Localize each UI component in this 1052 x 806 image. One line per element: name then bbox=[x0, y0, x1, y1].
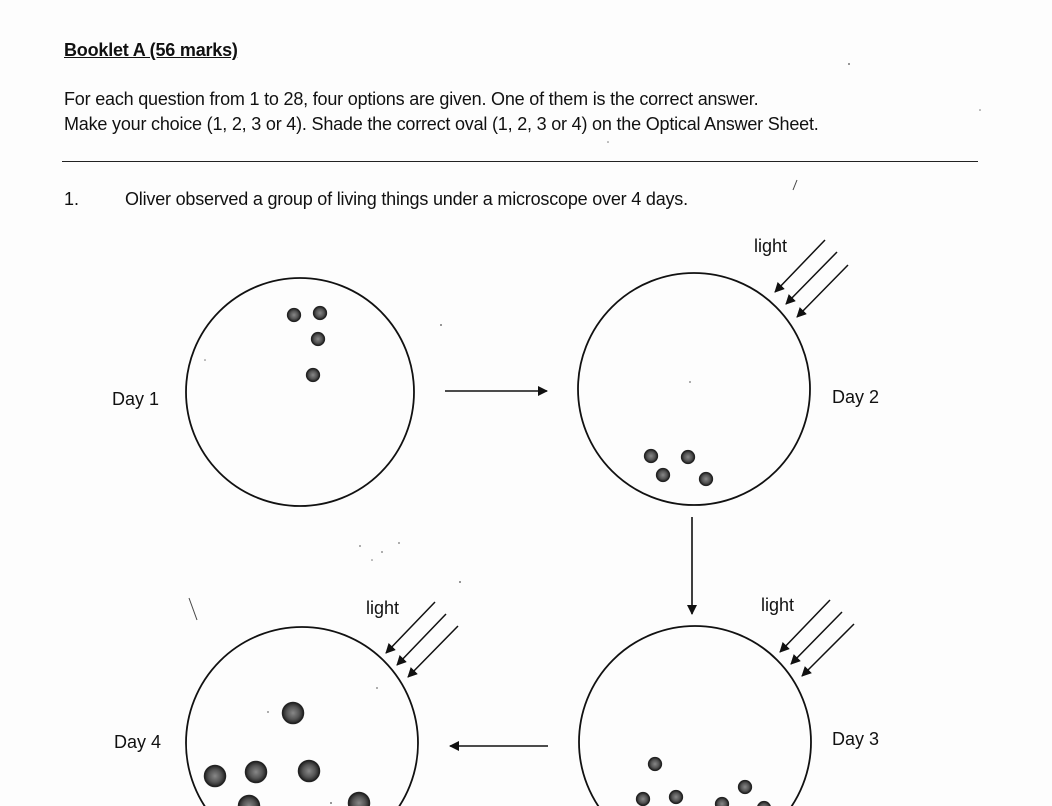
instruction-line-2: Make your choice (1, 2, 3 or 4). Shade the correct oval (1, 2, 3 or 4) on the Optical Answer Sheet. bbox=[64, 114, 819, 134]
stray-mark bbox=[793, 180, 797, 190]
organism bbox=[649, 758, 662, 771]
day3-microscope-view bbox=[579, 626, 811, 806]
organism bbox=[299, 761, 320, 782]
stray-mark bbox=[189, 598, 197, 620]
organism bbox=[312, 333, 325, 346]
organism bbox=[682, 451, 695, 464]
question-text: Oliver observed a group of living things under a microscope over 4 days. bbox=[125, 189, 688, 209]
instruction-line-1: For each question from 1 to 28, four options are given. One of them is the correct answer. bbox=[64, 89, 759, 109]
booklet-heading: Booklet A (56 marks) bbox=[64, 40, 238, 60]
scan-noise bbox=[204, 63, 981, 804]
organism bbox=[645, 450, 658, 463]
organism bbox=[716, 798, 729, 806]
light-label-day3: light bbox=[761, 595, 795, 615]
organism bbox=[700, 473, 713, 486]
organism bbox=[758, 802, 771, 806]
day1-microscope-view bbox=[186, 278, 414, 506]
day2-label: Day 2 bbox=[832, 387, 880, 407]
organism bbox=[637, 793, 650, 806]
organism bbox=[283, 703, 304, 724]
day4-microscope-view bbox=[186, 627, 418, 806]
organism bbox=[314, 307, 327, 320]
day1-label: Day 1 bbox=[112, 389, 160, 409]
organism bbox=[239, 796, 260, 806]
day4-label: Day 4 bbox=[114, 732, 162, 752]
organism bbox=[246, 762, 267, 783]
question-number: 1. bbox=[64, 189, 80, 209]
light-label-day4: light bbox=[366, 598, 400, 618]
day3-label: Day 3 bbox=[832, 729, 880, 749]
organism bbox=[657, 469, 670, 482]
organism bbox=[739, 781, 752, 794]
organism bbox=[349, 793, 370, 806]
day2-microscope-view bbox=[578, 273, 810, 505]
organism bbox=[670, 791, 683, 804]
organism bbox=[307, 369, 320, 382]
organism bbox=[288, 309, 301, 322]
light-label-day2: light bbox=[754, 236, 788, 256]
organism bbox=[205, 766, 226, 787]
